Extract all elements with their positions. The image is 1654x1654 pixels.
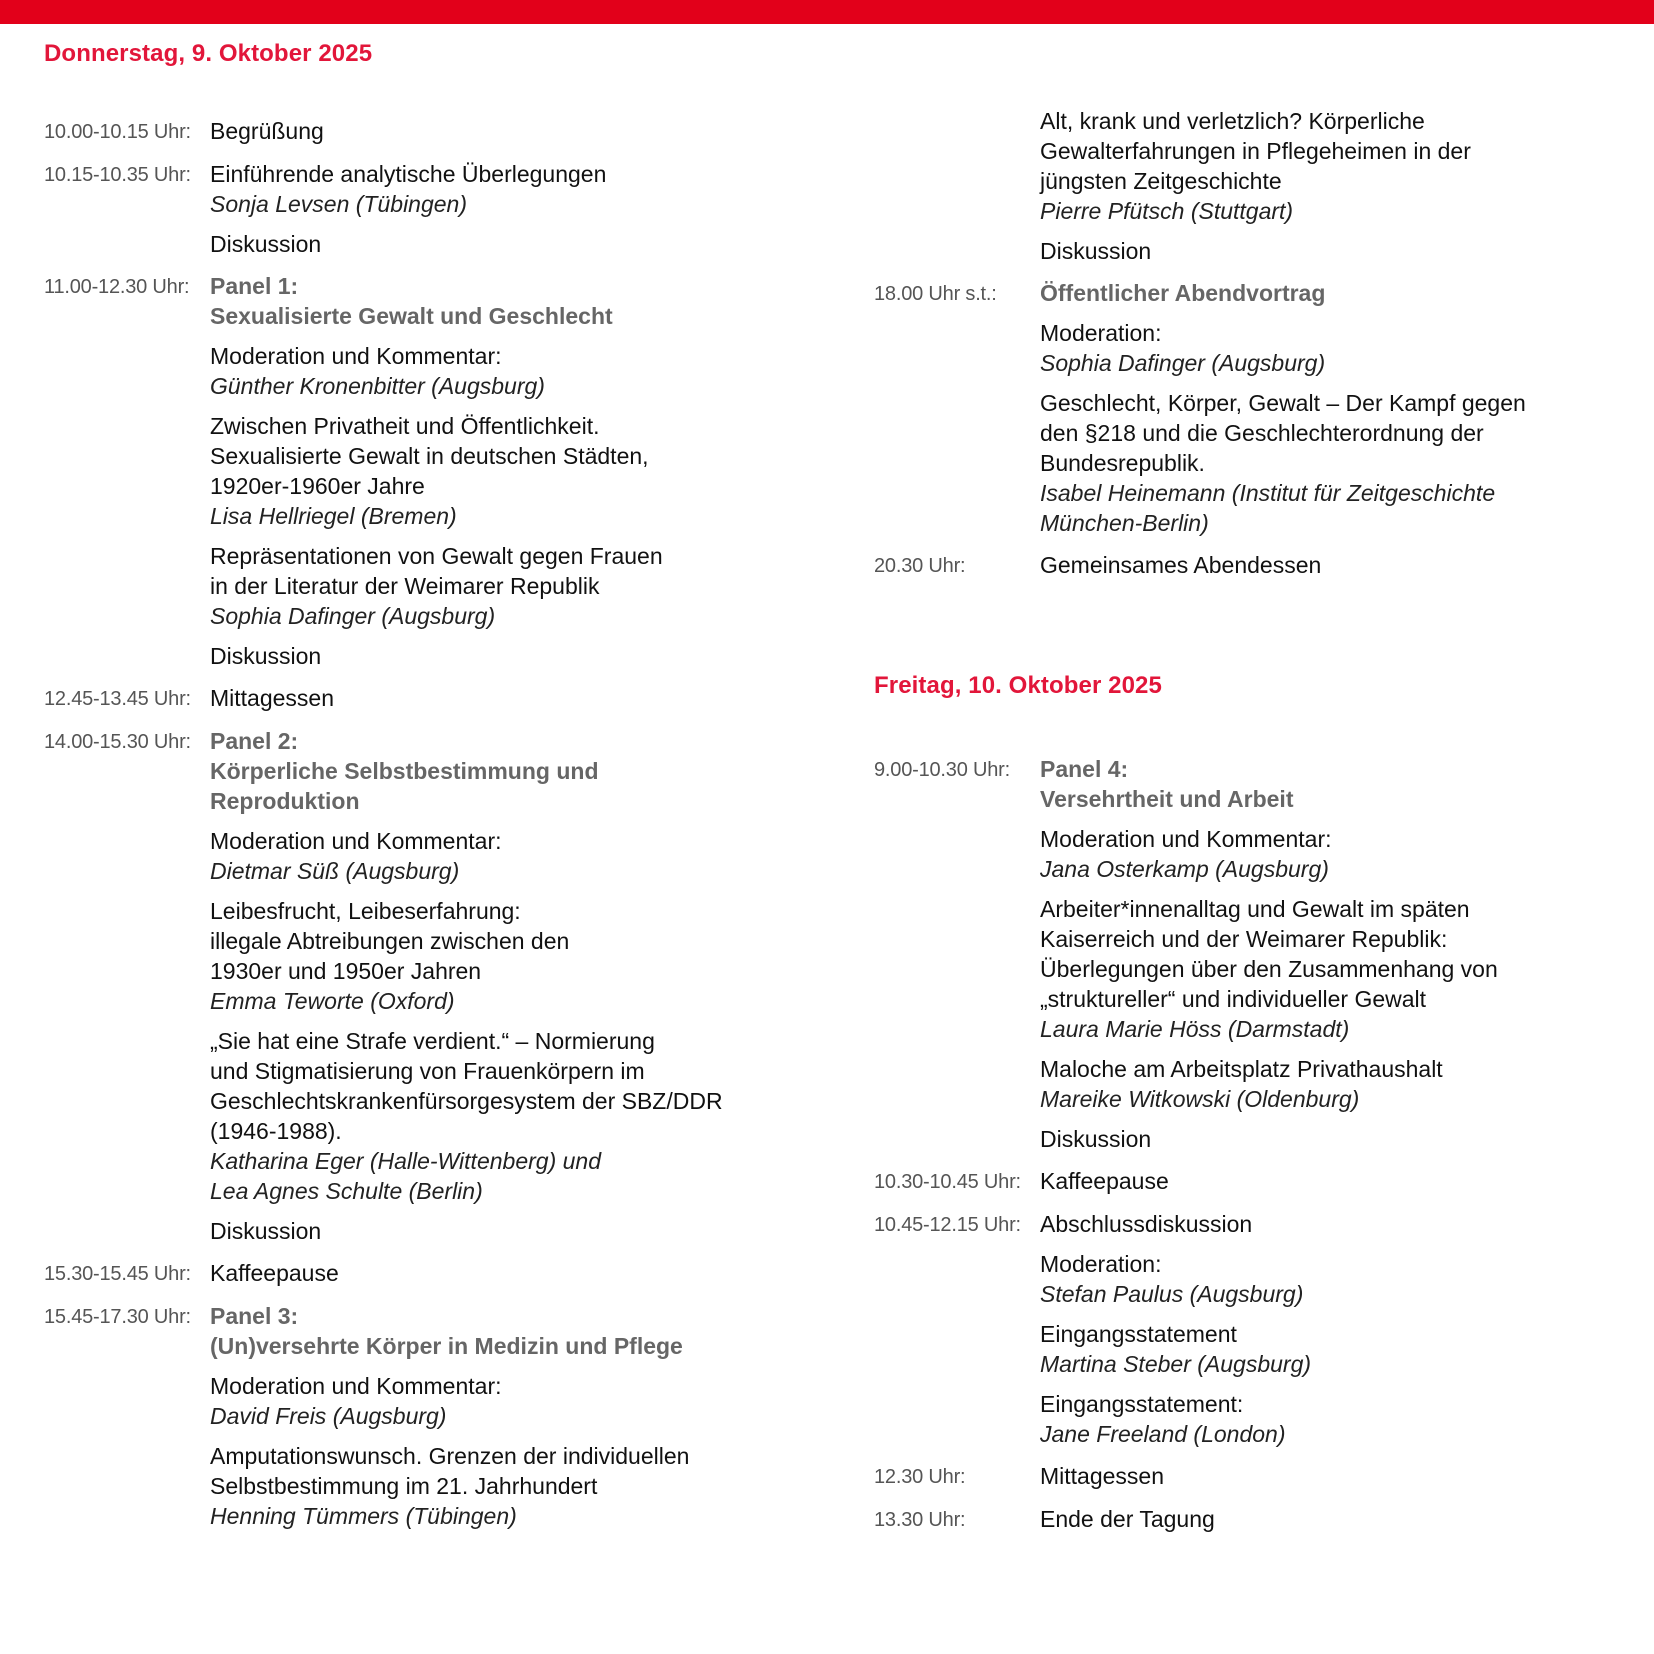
- entry-block: [210, 1441, 814, 1531]
- entry-text: „Sie hat eine Strafe verdient.“ – Normierung: [210, 1028, 655, 1054]
- entry-text: illegale Abtreibungen zwischen den: [210, 928, 570, 954]
- top-accent-bar: [0, 0, 1654, 24]
- schedule-entry: [874, 278, 1644, 538]
- entry-time: 20.30 Uhr:: [874, 555, 966, 577]
- schedule-entry: [874, 550, 1644, 581]
- entry-time: 10.15-10.35 Uhr:: [44, 164, 191, 186]
- schedule-entry: [874, 1461, 1644, 1492]
- entry-content: [210, 159, 814, 259]
- speaker-name: Lisa Hellriegel (Bremen): [210, 503, 457, 529]
- speaker-name: David Freis (Augsburg): [210, 1403, 447, 1429]
- speaker-name: Lea Agnes Schulte (Berlin): [210, 1178, 483, 1204]
- entry-text: Gemeinsames Abendessen: [1040, 552, 1322, 578]
- entry-block: [210, 159, 814, 219]
- entry-block: [210, 229, 814, 259]
- schedule-entry: [44, 271, 814, 671]
- entry-time: 14.00-15.30 Uhr:: [44, 731, 191, 753]
- panel-title: (Un)versehrte Körper in Medizin und Pflege: [210, 1333, 683, 1359]
- panel-title: Öffentlicher Abendvortrag: [1040, 280, 1326, 306]
- panel-title: Panel 2:: [210, 728, 299, 754]
- entry-block: [1040, 278, 1644, 308]
- schedule-friday: [874, 754, 1644, 1547]
- entry-block: [1040, 1209, 1644, 1239]
- speaker-name: Sophia Dafinger (Augsburg): [210, 603, 496, 629]
- schedule-entry: [44, 683, 814, 714]
- entry-block: [210, 683, 814, 713]
- entry-text: Sexualisierte Gewalt in deutschen Städten,: [210, 443, 649, 469]
- entry-text: 1930er und 1950er Jahren: [210, 958, 482, 984]
- schedule-entry: [874, 754, 1644, 1154]
- entry-block: [210, 896, 814, 1016]
- entry-text: Abschlussdiskussion: [1040, 1211, 1253, 1237]
- speaker-name: Pierre Pfütsch (Stuttgart): [1040, 198, 1294, 224]
- entry-time: 10.00-10.15 Uhr:: [44, 121, 191, 143]
- day-heading-thursday: Donnerstag, 9. Oktober 2025: [44, 40, 373, 67]
- entry-content: [210, 116, 814, 146]
- speaker-name: Günther Kronenbitter (Augsburg): [210, 373, 545, 399]
- entry-time: 12.30 Uhr:: [874, 1466, 966, 1488]
- entry-text: Alt, krank und verletzlich? Körperliche: [1040, 108, 1425, 134]
- panel-title: Reproduktion: [210, 788, 360, 814]
- entry-text: Einführende analytische Überlegungen: [210, 161, 607, 187]
- entry-text: Eingangsstatement: [1040, 1321, 1237, 1347]
- entry-text: Diskussion: [210, 643, 322, 669]
- entry-block: [210, 116, 814, 146]
- entry-time: 9.00-10.30 Uhr:: [874, 759, 1010, 781]
- entry-block: [1040, 318, 1644, 378]
- speaker-name: Sonja Levsen (Tübingen): [210, 191, 467, 217]
- entry-text: Geschlechtskrankenfürsorgesystem der SBZ/DDR: [210, 1088, 723, 1114]
- entry-block: [1040, 1166, 1644, 1196]
- entry-text: Diskussion: [210, 231, 322, 257]
- schedule-entry: [874, 106, 1644, 266]
- entry-text: Moderation:: [1040, 320, 1162, 346]
- entry-block: [210, 411, 814, 531]
- entry-block: [210, 726, 814, 816]
- speaker-name: Jana Osterkamp (Augsburg): [1040, 856, 1329, 882]
- entry-block: [210, 341, 814, 401]
- speaker-name: Isabel Heinemann (Institut für Zeitgeschichte: [1040, 480, 1496, 506]
- entry-text: Zwischen Privatheit und Öffentlichkeit.: [210, 413, 600, 439]
- entry-block: [1040, 106, 1644, 226]
- entry-content: [1040, 278, 1644, 538]
- entry-block: [1040, 894, 1644, 1044]
- entry-text: Mittagessen: [1040, 1463, 1165, 1489]
- entry-time: 15.30-15.45 Uhr:: [44, 1263, 191, 1285]
- entry-block: [1040, 1249, 1644, 1309]
- speaker-name: Laura Marie Höss (Darmstadt): [1040, 1016, 1350, 1042]
- entry-block: [210, 1216, 814, 1246]
- entry-block: [210, 1026, 814, 1206]
- entry-time: 10.30-10.45 Uhr:: [874, 1171, 1021, 1193]
- entry-text: (1946-1988).: [210, 1118, 342, 1144]
- entry-text: und Stigmatisierung von Frauenkörpern im: [210, 1058, 645, 1084]
- speaker-name: München-Berlin): [1040, 510, 1209, 536]
- entry-block: [1040, 1389, 1644, 1449]
- entry-text: den §218 und die Geschlechterordnung der: [1040, 420, 1484, 446]
- entry-text: Kaiserreich und der Weimarer Republik:: [1040, 926, 1448, 952]
- entry-content: [210, 1301, 814, 1531]
- entry-text: Moderation und Kommentar:: [210, 343, 502, 369]
- entry-text: Repräsentationen von Gewalt gegen Frauen: [210, 543, 663, 569]
- entry-content: [210, 726, 814, 1246]
- speaker-name: Dietmar Süß (Augsburg): [210, 858, 460, 884]
- entry-text: „struktureller“ und individueller Gewalt: [1040, 986, 1427, 1012]
- entry-block: [210, 641, 814, 671]
- schedule-thursday: [44, 116, 814, 1543]
- panel-title: Panel 4:: [1040, 756, 1129, 782]
- speaker-name: Katharina Eger (Halle-Wittenberg) und: [210, 1148, 601, 1174]
- entry-block: [1040, 1124, 1644, 1154]
- entry-block: [210, 541, 814, 631]
- entry-text: Moderation und Kommentar:: [1040, 826, 1332, 852]
- entry-text: Eingangsstatement:: [1040, 1391, 1244, 1417]
- entry-block: [1040, 550, 1644, 580]
- entry-text: Bundesrepublik.: [1040, 450, 1205, 476]
- entry-content: [1040, 1504, 1644, 1534]
- entry-text: Diskussion: [210, 1218, 322, 1244]
- entry-block: [1040, 1054, 1644, 1114]
- schedule-entry: [44, 116, 814, 147]
- entry-block: [210, 1258, 814, 1288]
- entry-text: Begrüßung: [210, 118, 324, 144]
- entry-text: Gewalterfahrungen in Pflegeheimen in der: [1040, 138, 1471, 164]
- entry-text: Moderation und Kommentar:: [210, 1373, 502, 1399]
- entry-text: Moderation und Kommentar:: [210, 828, 502, 854]
- entry-text: Überlegungen über den Zusammenhang von: [1040, 956, 1498, 982]
- entry-time: 18.00 Uhr s.t.:: [874, 283, 997, 305]
- schedule-entry: [44, 1301, 814, 1531]
- entry-block: [1040, 1319, 1644, 1379]
- entry-time: 11.00-12.30 Uhr:: [44, 276, 190, 298]
- entry-time: [874, 106, 1040, 107]
- entry-text: Kaffeepause: [210, 1260, 339, 1286]
- entry-block: [210, 1301, 814, 1361]
- entry-content: [210, 271, 814, 671]
- entry-text: Kaffeepause: [1040, 1168, 1169, 1194]
- entry-block: [1040, 388, 1644, 538]
- entry-time: 12.45-13.45 Uhr:: [44, 688, 191, 710]
- entry-content: [1040, 1461, 1644, 1491]
- entry-text: 1920er-1960er Jahre: [210, 473, 425, 499]
- entry-text: Mittagessen: [210, 685, 335, 711]
- entry-text: Diskussion: [1040, 1126, 1152, 1152]
- entry-block: [1040, 754, 1644, 814]
- entry-text: Ende der Tagung: [1040, 1506, 1215, 1532]
- entry-block: [1040, 1504, 1644, 1534]
- entry-block: [1040, 824, 1644, 884]
- day-heading-friday: Freitag, 10. Oktober 2025: [874, 672, 1162, 699]
- schedule-thursday-continued: [874, 106, 1644, 593]
- schedule-entry: [44, 1258, 814, 1289]
- entry-block: [1040, 1461, 1644, 1491]
- entry-content: [1040, 754, 1644, 1154]
- speaker-name: Henning Tümmers (Tübingen): [210, 1503, 517, 1529]
- entry-time: 13.30 Uhr:: [874, 1509, 966, 1531]
- panel-title: Körperliche Selbstbestimmung und: [210, 758, 599, 784]
- entry-text: Selbstbestimmung im 21. Jahrhundert: [210, 1473, 598, 1499]
- entry-content: [1040, 1166, 1644, 1196]
- entry-block: [210, 826, 814, 886]
- speaker-name: Martina Steber (Augsburg): [1040, 1351, 1312, 1377]
- entry-text: Maloche am Arbeitsplatz Privathaushalt: [1040, 1056, 1443, 1082]
- entry-block: [210, 1371, 814, 1431]
- speaker-name: Mareike Witkowski (Oldenburg): [1040, 1086, 1360, 1112]
- entry-text: jüngsten Zeitgeschichte: [1040, 168, 1282, 194]
- panel-title: Panel 3:: [210, 1303, 299, 1329]
- entry-content: [1040, 550, 1644, 580]
- schedule-entry: [874, 1504, 1644, 1535]
- schedule-entry: [44, 159, 814, 259]
- entry-time: 10.45-12.15 Uhr:: [874, 1214, 1021, 1236]
- entry-text: Arbeiter*innenalltag und Gewalt im späten: [1040, 896, 1470, 922]
- panel-title: Panel 1:: [210, 273, 299, 299]
- panel-title: Sexualisierte Gewalt und Geschlecht: [210, 303, 613, 329]
- entry-content: [1040, 106, 1644, 266]
- schedule-entry: [874, 1209, 1644, 1449]
- panel-title: Versehrtheit und Arbeit: [1040, 786, 1294, 812]
- entry-block: [210, 271, 814, 331]
- entry-text: Geschlecht, Körper, Gewalt – Der Kampf gegen: [1040, 390, 1526, 416]
- speaker-name: Sophia Dafinger (Augsburg): [1040, 350, 1326, 376]
- entry-content: [210, 683, 814, 713]
- entry-content: [210, 1258, 814, 1288]
- entry-text: Diskussion: [1040, 238, 1152, 264]
- entry-block: [1040, 236, 1644, 266]
- entry-content: [1040, 1209, 1644, 1449]
- entry-text: in der Literatur der Weimarer Republik: [210, 573, 600, 599]
- entry-text: Amputationswunsch. Grenzen der individuellen: [210, 1443, 690, 1469]
- speaker-name: Jane Freeland (London): [1040, 1421, 1286, 1447]
- schedule-entry: [44, 726, 814, 1246]
- entry-text: Moderation:: [1040, 1251, 1162, 1277]
- speaker-name: Stefan Paulus (Augsburg): [1040, 1281, 1304, 1307]
- entry-text: Leibesfrucht, Leibeserfahrung:: [210, 898, 521, 924]
- entry-time: 15.45-17.30 Uhr:: [44, 1306, 191, 1328]
- schedule-entry: [874, 1166, 1644, 1197]
- speaker-name: Emma Teworte (Oxford): [210, 988, 455, 1014]
